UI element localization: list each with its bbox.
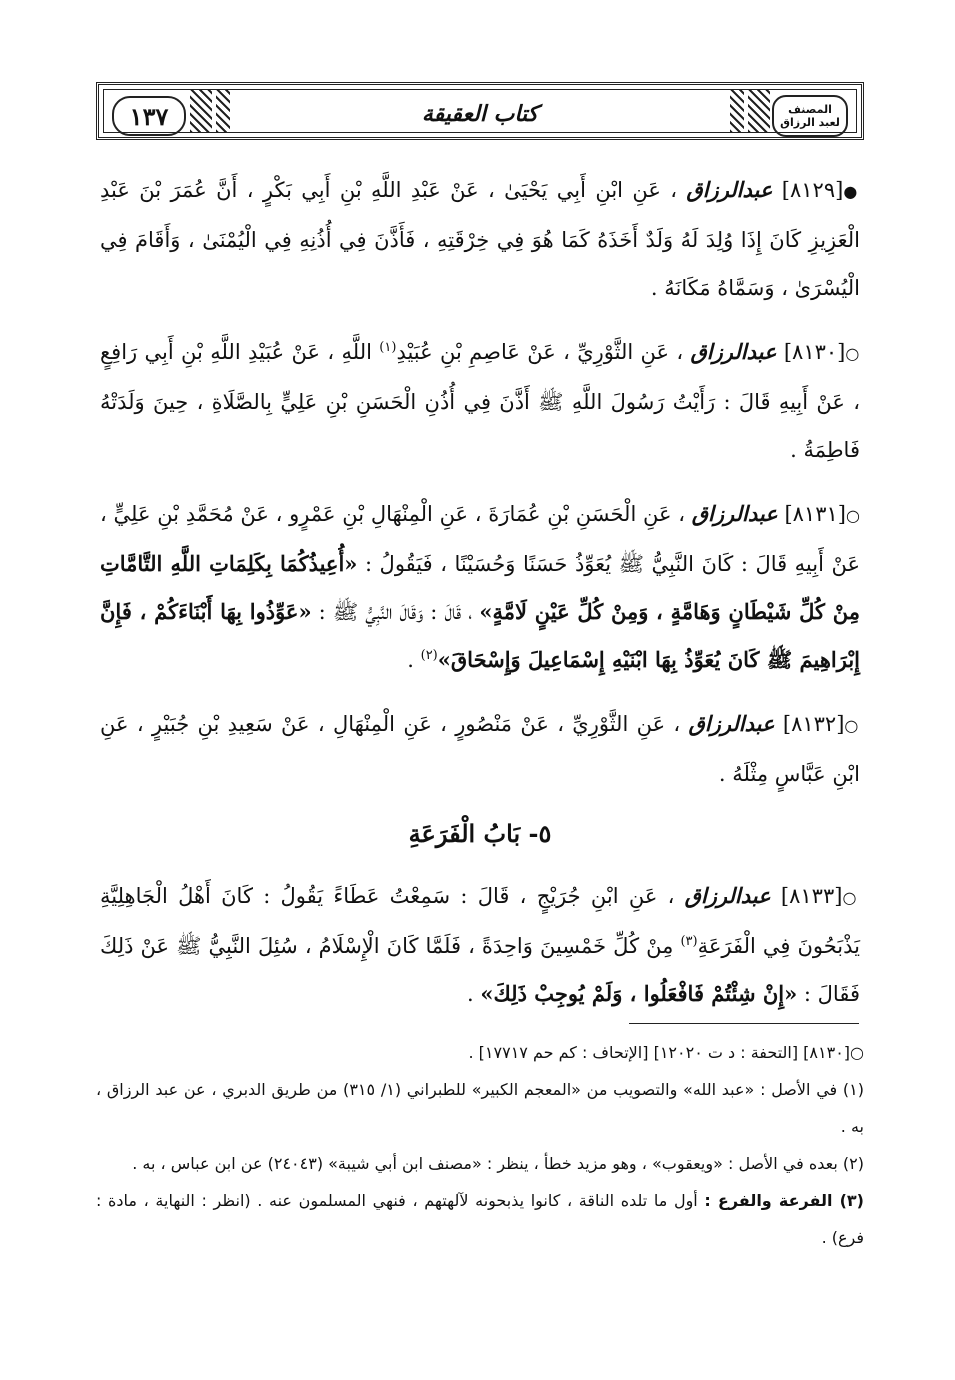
- hadith-8130: [100, 328, 860, 474]
- hadith-text: ، عَنِ الثَّوْرِيِّ ، عَنْ مَنْصُورٍ ، عَنِ الْمِنْهَالِ ، عَنْ سَعِيدِ بْنِ جُبَيْرٍ ، عَنِ ابْنِ عَبَّاسٍ مِثْلَهُ .: [100, 712, 860, 786]
- hadith-8132: [100, 700, 860, 798]
- prophetic-quote: «عَوِّذُوا بِهَا أَبْنَاءَكُمْ ، فَإِنَّ إِبْرَاهِيمَ ﷺ كَانَ يُعَوِّذُ بِهَا ابْنَيْهِ إِسْمَاعِيلَ وَإِسْحَاقَ»: [100, 599, 860, 672]
- footnote-ref[interactable]: (٢): [420, 648, 438, 663]
- hadith-text-end: .: [407, 648, 421, 672]
- hadith-text: ، عَنِ الْحَسَنِ بْنِ عُمَارَةَ ، عَنِ الْمِنْهَالِ بْنِ عَمْرٍو ، عَنْ مُحَمَّدِ بْنِ عَلِيٍّ ، عَنْ أَبِيهِ قَالَ : كَانَ النَّبِيُّ ﷺ يُعَوِّذُ حَسَنًا وَحُسَيْنًا ، فَيَقُولُ :: [100, 502, 860, 576]
- hadith-number: [٨١٣٠]: [783, 340, 846, 364]
- hadith-number: [٨١٣٣]: [780, 884, 843, 908]
- hadith-text-end: .: [466, 982, 481, 1006]
- hadith-8129: [100, 166, 860, 312]
- footnotes: [96, 1034, 864, 1256]
- header-frame: [103, 89, 857, 133]
- hadith-marker: ○: [845, 506, 860, 525]
- footnote-reference-line: ○[٨١٣٠] [التحفة : د ت ١٢٠٢٠] [الإتحاف : كم حم ١٧٧١٧] .: [468, 1043, 864, 1062]
- footnote-3-body: أول ما تلده الناقة ، كانوا يذبحونه لآلهتهم ، فنهي المسلمون عنه . (انظر : النهاية ، مادة : فرع) .: [96, 1191, 864, 1247]
- prophetic-quote: «أُعِيذُكُمَا بِكَلِمَاتِ اللَّهِ التَّامَّاتِ مِنْ كُلِّ شَيْطَانٍ وَهَامَّةٍ ، وَمِنْ كُلِّ عَيْنٍ لَامَّةٍ»: [100, 551, 860, 624]
- page-number: ١٣٧: [112, 96, 186, 136]
- hadith-text-mid: ، قَالَ : وَقَالَ النَّبِيُّ ﷺ :: [311, 600, 480, 624]
- running-title: كتاب العقيقة: [421, 101, 539, 127]
- hadith-text-cont: مِنْ كُلِّ خَمْسِينَ وَاحِدَةً ، فَلَمَّا كَانَ الْإِسْلَامُ ، سُئِلَ النَّبِيُّ ﷺ عَنْ ذَلِكَ فَقَالَ :: [100, 934, 860, 1006]
- hadith-number: [٨١٢٩]: [781, 178, 844, 202]
- hadith-author: عبدالرزاق: [688, 711, 775, 736]
- footnote-3-head: (٣) الفرعة والفرع :: [704, 1191, 864, 1210]
- hadith-number: [٨١٣٢]: [782, 712, 845, 736]
- hadith-number: [٨١٣١]: [784, 502, 846, 526]
- footnote-1: (١) في الأصل : «عبد الله» والتصويب من «المعجم الكبير» للطبراني (١/ ٣١٥) من طريق الدبري ، عن عبد الرزاق ، به .: [96, 1080, 864, 1136]
- main-text: [100, 166, 860, 1034]
- footnote-ref[interactable]: (٣): [680, 934, 698, 949]
- hadith-marker: ●: [843, 182, 860, 201]
- hadith-8131: [100, 490, 860, 684]
- book-logo-top: المصنف: [788, 103, 832, 116]
- hadith-marker: ○: [842, 888, 860, 907]
- hadith-author: عبدالرزاق: [690, 339, 777, 364]
- ornament-left-outer: [190, 90, 212, 132]
- hadith-author: عبدالرزاق: [684, 883, 771, 908]
- ornament-right-outer: [748, 90, 770, 132]
- hadith-author: عبدالرزاق: [686, 177, 773, 202]
- book-logo: [772, 95, 848, 137]
- book-logo-bottom: لعبد الرزاق: [780, 116, 840, 129]
- ornament-left-inner: [216, 90, 230, 132]
- footnote-ref[interactable]: (١): [379, 340, 397, 355]
- page-header: [96, 82, 864, 140]
- hadith-text: ، عَنِ ابْنِ جُرَيْجٍ ، قَالَ : سَمِعْتُ عَطَاءً يَقُولُ : كَانَ أَهْلُ الْجَاهِلِيَّةِ يَذْبَحُونَ فِي الْفَرَعَةِ: [100, 884, 860, 958]
- hadith-marker: ○: [845, 344, 860, 363]
- hadith-text: ، عَنِ الثَّوْرِيِّ ، عَنْ عَاصِمِ بْنِ عُبَيْدِ: [396, 340, 684, 364]
- prophetic-quote: «إِنْ شِئْتُمْ فَافْعَلُوا ، وَلَمْ يُوجِبْ ذَلِكَ»: [480, 981, 798, 1006]
- hadith-author: عبدالرزاق: [691, 501, 778, 526]
- ornament-right-inner: [730, 90, 744, 132]
- hadith-marker: ○: [844, 716, 860, 735]
- hadith-text: ، عَنِ ابْنِ أَبِي يَحْيَىٰ ، عَنْ عَبْدِ اللَّهِ بْنِ أَبِي بَكْرٍ ، أَنَّ عُمَرَ بْنَ عَبْدِ الْعَزِيزِ كَانَ إِذَا وُلِدَ لَهُ وَلَدٌ أَخَذَهُ كَمَا هُوَ فِي خِرْقَتِهِ ، فَأَذَّنَ فِي أُذُنِهِ فِي الْيُمْنَىٰ ، وَأَقَامَ فِي الْيُسْرَىٰ ، وَسَمَّاهُ مَكَانَهُ .: [100, 178, 860, 300]
- hadith-text-cont: اللَّهِ ، عَنْ عُبَيْدِ اللَّهِ بْنِ أَبِي رَافِعٍ ، عَنْ أَبِيهِ قَالَ : رَأَيْتُ رَسُولَ اللَّهِ ﷺ أَذَّنَ فِي أُذُنِ الْحَسَنِ بْنِ عَلِيٍّ بِالصَّلَاةِ ، حِينَ وَلَدَتْهُ فَاطِمَةُ .: [100, 340, 860, 462]
- footnote-separator: [629, 1023, 859, 1024]
- footnote-3: [96, 1182, 864, 1256]
- hadith-8133: [100, 872, 860, 1018]
- footnote-2: (٢) بعده في الأصل : «ويعقوب» ، وهو مزيد خطأ ، ينظر : «مصنف ابن أبي شيبة» (٢٤٠٤٣) عن ابن عباس ، به .: [132, 1154, 864, 1173]
- chapter-heading: ٥- بَابُ الْفَرَعَةِ: [408, 819, 552, 848]
